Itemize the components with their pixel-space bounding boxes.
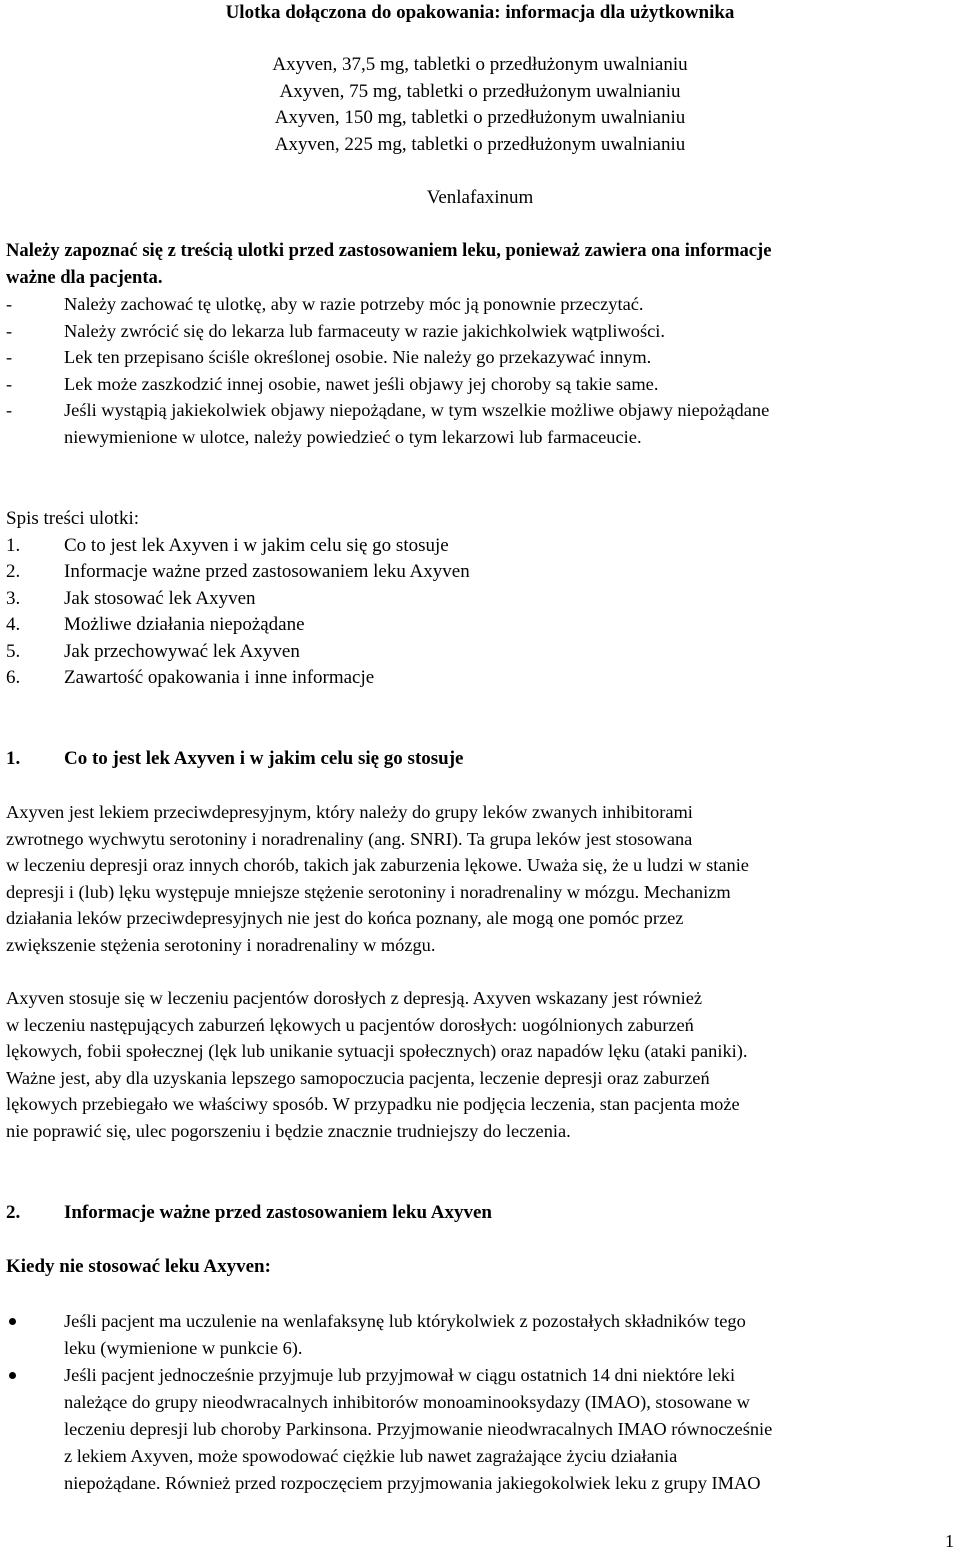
- paragraph-line: działania leków przeciwdepresyjnych nie jest do końca poznany, ale mogą one pomóc przez: [6, 908, 684, 929]
- warning-item-text: Lek ten przepisano ściśle określonej osobie. Nie należy go przekazywać innym.: [64, 347, 652, 367]
- toc-item-label: Jak przechowywać lek Axyven: [64, 640, 300, 662]
- paragraph-line: Axyven jest lekiem przeciwdepresyjnym, który należy do grupy leków zwanych inhibitorami: [6, 802, 693, 822]
- bullet-line: Jeśli pacjent ma uczulenie na wenlafaksynę lub którykolwiek z pozostałych składników tego: [64, 1311, 746, 1331]
- dash-marker: -: [6, 320, 13, 341]
- paragraph-line: lękowych przebiegało we właściwy sposób. W przypadku nie podjęcia leczenia, stan pacjenta może: [6, 1094, 740, 1115]
- dash-marker: -: [6, 347, 13, 367]
- warning-list: [6, 291, 956, 450]
- paragraph-line: zwiększenie stężenia serotoniny i noradrenaliny w mózgu.: [6, 934, 436, 955]
- toc-item-number: 3.: [6, 587, 21, 609]
- section-title: Co to jest lek Axyven i w jakim celu się go stosuje: [64, 748, 464, 769]
- warning-item: [6, 397, 956, 450]
- warning-item-text: Należy zwrócić się do lekarza lub farmaceuty w razie jakichkolwiek wątpliwości.: [64, 320, 666, 341]
- warning-block: [6, 238, 956, 450]
- toc-item-number: 4.: [6, 614, 21, 635]
- table-of-contents: [6, 506, 956, 692]
- warning-item-text: niewymienione w ulotce, należy powiedzieć o tym lekarzowi lub farmaceucie.: [64, 426, 642, 447]
- product-names: [0, 52, 960, 158]
- dash-marker: -: [6, 400, 13, 420]
- product-name: Axyven, 37,5 mg, tabletki o przedłużonym uwalnianiu: [272, 54, 688, 75]
- warning-item: [6, 291, 956, 318]
- contraindication-item: [6, 1308, 956, 1362]
- bullet-line: należące do grupy nieodwracalnych inhibitorów monoaminooksydazy (IMAO), stosowane w: [64, 1392, 750, 1412]
- active-substance: Venlafaxinum: [426, 187, 534, 208]
- toc-item: [6, 586, 956, 613]
- product-name: Axyven, 225 mg, tabletki o przedłużonym uwalnianiu: [274, 133, 686, 155]
- paragraph-line: Ważne jest, aby dla uzyskania lepszego samopoczucia pacjenta, leczenie depresji oraz zaburzeń: [6, 1067, 710, 1088]
- contraindication-item: [6, 1362, 956, 1497]
- section-title: Informacje ważne przed zastosowaniem leku Axyven: [64, 1202, 492, 1223]
- warning-intro-line: ważne dla pacjenta.: [6, 266, 163, 288]
- toc-item: [6, 612, 956, 639]
- toc-item: [6, 665, 956, 692]
- warning-intro: [6, 238, 956, 291]
- bullet-icon: [9, 1372, 16, 1379]
- toc-item-label: Jak stosować lek Axyven: [64, 587, 256, 609]
- section-1-paragraph-2: [6, 985, 956, 1145]
- section-number: 2.: [6, 1202, 21, 1223]
- toc-item-label: Zawartość opakowania i inne informacje: [64, 667, 375, 688]
- toc-title: Spis treści ulotki:: [6, 508, 139, 529]
- paragraph-line: lękowych, fobii społecznej (lęk lub unikanie sytuacji społecznych) oraz napadów lęku (ataki paniki).: [6, 1041, 748, 1062]
- toc-list: [6, 533, 956, 692]
- toc-item-label: Co to jest lek Axyven i w jakim celu się go stosuje: [64, 534, 449, 556]
- paragraph-line: w leczeniu następujących zaburzeń lękowych u pacjentów dorosłych: uogólnionych zaburzeń: [6, 1014, 694, 1035]
- product-name: Axyven, 150 mg, tabletki o przedłużonym uwalnianiu: [274, 107, 686, 128]
- section-number: 1.: [6, 748, 21, 769]
- bullet-line: Jeśli pacjent jednocześnie przyjmuje lub przyjmował w ciągu ostatnich 14 dni niektóre leki: [64, 1365, 736, 1385]
- toc-item: [6, 533, 956, 560]
- warning-item-text: Jeśli wystąpią jakiekolwiek objawy niepożądane, w tym wszelkie możliwe objawy niepożądane: [64, 400, 770, 420]
- toc-item-label: Możliwe działania niepożądane: [64, 614, 305, 635]
- toc-item-number: 1.: [6, 534, 21, 556]
- dash-marker: -: [6, 373, 13, 394]
- toc-item-number: 2.: [6, 561, 21, 582]
- bullet-line: leczeniu depresji lub choroby Parkinsona. Przyjmowanie nieodwracalnych IMAO równocześnie: [64, 1419, 773, 1439]
- bullet-icon: [9, 1318, 16, 1325]
- paragraph-line: nie poprawić się, ulec pogorszeniu i będzie znacznie trudniejszy do leczenia.: [6, 1120, 571, 1141]
- leaflet-title: Ulotka dołączona do opakowania: informacja dla użytkownika: [225, 2, 735, 23]
- product-name: Axyven, 75 mg, tabletki o przedłużonym uwalnianiu: [279, 80, 681, 102]
- paragraph-line: zwrotnego wychwytu serotoniny i noradrenaliny (ang. SNRI). Ta grupa leków jest stosowana: [6, 828, 693, 849]
- toc-item-number: 5.: [6, 640, 21, 662]
- toc-item: [6, 559, 956, 586]
- bullet-line: z lekiem Axyven, może spowodować ciężkie lub nawet zagrażające życiu działania: [64, 1446, 678, 1466]
- warning-item: [6, 371, 956, 398]
- page-number: 1: [945, 1531, 954, 1551]
- paragraph-line: Axyven stosuje się w leczeniu pacjentów dorosłych z depresją. Axyven wskazany jest również: [6, 988, 703, 1008]
- toc-item-number: 6.: [6, 667, 21, 688]
- section-1-paragraph-1: [6, 799, 956, 959]
- warning-item-text: Lek może zaszkodzić innej osobie, nawet jeśli objawy jej choroby są takie same.: [64, 373, 659, 394]
- dash-marker: -: [6, 294, 13, 314]
- warning-item: [6, 344, 956, 371]
- contraindications-list: [6, 1308, 956, 1497]
- warning-item: [6, 318, 956, 345]
- paragraph-line: depresji i (lub) lęku występuje mniejsze stężenie serotoniny i noradrenaliny w mózgu. Mechanizm: [6, 881, 731, 902]
- warning-intro-line: Należy zapoznać się z treścią ulotki przed zastosowaniem leku, ponieważ zawiera ona informacje: [6, 240, 772, 261]
- warning-item-text: Należy zachować tę ulotkę, aby w razie potrzeby móc ją ponownie przeczytać.: [64, 294, 644, 314]
- paragraph-line: w leczeniu depresji oraz innych chorób, takich jak zaburzenia lękowe. Uważa się, że u ludzi w stanie: [6, 855, 749, 876]
- contraindications-heading: Kiedy nie stosować leku Axyven:: [6, 1256, 271, 1277]
- toc-item-label: Informacje ważne przed zastosowaniem leku Axyven: [64, 561, 470, 582]
- toc-item: [6, 639, 956, 666]
- bullet-line: leku (wymienione w punkcie 6).: [64, 1338, 303, 1358]
- bullet-line: niepożądane. Również przed rozpoczęciem przyjmowania jakiegokolwiek leku z grupy IMAO: [64, 1473, 761, 1493]
